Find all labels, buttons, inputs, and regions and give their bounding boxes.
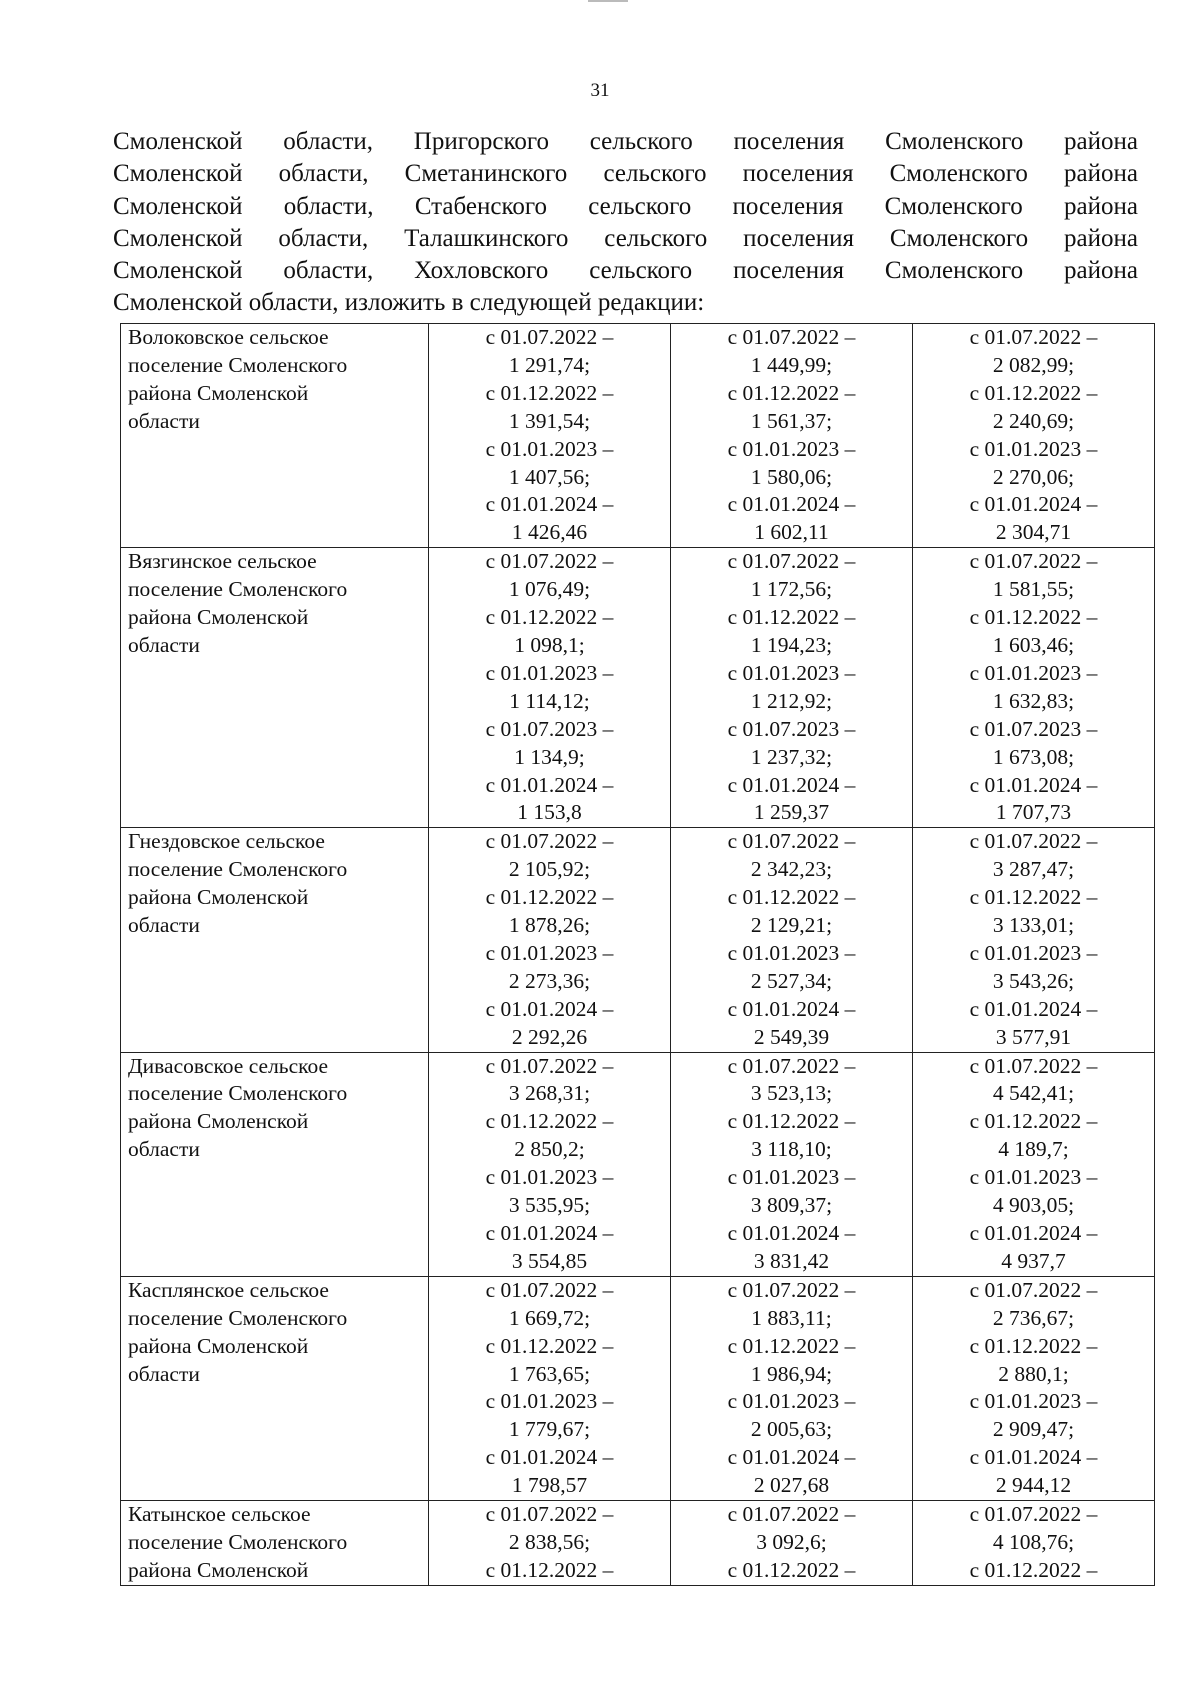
tariff-value: 1 763,65; (508, 1361, 591, 1386)
settlement-name-line: поселение Смоленского (128, 577, 348, 602)
tariff-value: 4 108,76; (992, 1529, 1075, 1554)
tariff-value: 1 212,92; (750, 688, 833, 713)
tariff-value: 1 669,72; (508, 1305, 591, 1330)
tariff-date: с 01.01.2024 – (727, 996, 856, 1021)
tariff-value: 2 240,69; (992, 408, 1075, 433)
tariff-value: 1 603,46; (992, 632, 1075, 657)
tariff-date: с 01.07.2022 – (727, 1277, 856, 1302)
tariff-value: 4 937,7 (1001, 1248, 1066, 1273)
tariff-value: 1 986,94; (750, 1361, 833, 1386)
tariff-cell (429, 548, 671, 828)
tariff-value: 1 449,99; (750, 352, 833, 377)
settlement-name-line: области (128, 632, 200, 657)
tariff-date: с 01.07.2022 – (485, 1502, 614, 1527)
tariff-date: с 01.07.2022 – (969, 325, 1098, 349)
settlement-name-line: Волоковское сельское (128, 325, 329, 349)
tariff-date: с 01.07.2022 – (485, 325, 614, 349)
tariff-value: 1 134,9; (514, 744, 585, 769)
tariff-date: с 01.01.2024 – (727, 1221, 856, 1245)
tariff-value: 1 602,11 (754, 520, 829, 545)
tariff-value: 1 878,26; (508, 913, 591, 938)
tariff-value: 2 527,34; (750, 968, 833, 993)
tariff-value: 1 426,46 (511, 520, 588, 545)
tariff-value: 1 581,55; (992, 577, 1075, 602)
tariff-date: с 01.12.2022 – (727, 1557, 856, 1582)
tariff-date: с 01.01.2024 – (969, 1445, 1098, 1470)
tariff-date: с 01.12.2022 – (485, 605, 614, 630)
tariff-date: с 01.12.2022 – (727, 605, 856, 630)
tariff-date: с 01.01.2024 – (969, 772, 1098, 797)
tariff-table (120, 323, 1155, 1586)
tariff-value: 1 407,56; (508, 464, 591, 489)
tariff-value: 2 129,21; (750, 913, 833, 938)
tariff-cell (913, 1052, 1155, 1276)
table-row (121, 828, 1155, 1052)
tariff-date: с 01.07.2022 – (485, 829, 614, 854)
tariff-value: 1 194,23; (750, 632, 833, 657)
tariff-date: с 01.01.2024 – (485, 492, 614, 517)
tariff-date: с 01.07.2022 – (727, 1502, 856, 1527)
tariff-date: с 01.01.2023 – (727, 1389, 856, 1414)
settlement-name-line: района Смоленской (128, 1333, 309, 1358)
tariff-value: 4 903,05; (992, 1193, 1075, 1218)
tariff-date: с 01.12.2022 – (727, 1333, 856, 1358)
table-row (121, 1276, 1155, 1500)
tariff-value: 3 133,01; (992, 913, 1075, 938)
tariff-date: с 01.12.2022 – (485, 885, 614, 910)
tariff-date: с 01.12.2022 – (485, 380, 614, 405)
tariff-value: 1 237,32; (750, 744, 833, 769)
tariff-date: с 01.12.2022 – (727, 1109, 856, 1134)
tariff-value: 2 944,12 (995, 1473, 1072, 1498)
intro-line: Смоленской области, изложить в следующей редакции: (113, 289, 705, 317)
tariff-date: с 01.01.2023 – (969, 1165, 1098, 1190)
tariff-value: 2 027,68 (753, 1473, 830, 1498)
tariff-cell (913, 548, 1155, 828)
tariff-cell (429, 1276, 671, 1500)
intro-line: Смоленской области, Хохловского сельского поселения Смоленского района (113, 257, 1138, 285)
tariff-date: с 01.12.2022 – (969, 1333, 1098, 1358)
tariff-cell (429, 828, 671, 1052)
tariff-cell (429, 1052, 671, 1276)
tariff-date: с 01.01.2023 – (727, 940, 856, 965)
tariff-date: с 01.07.2022 – (969, 1277, 1098, 1302)
tariff-date: с 01.07.2022 – (485, 549, 614, 574)
tariff-value: 1 561,37; (750, 408, 833, 433)
tariff-value: 1 632,83; (992, 688, 1075, 713)
intro-line: Смоленской области, Стабенского сельского поселения Смоленского района (113, 192, 1138, 220)
tariff-value: 1 172,56; (750, 577, 833, 602)
tariff-date: с 01.07.2022 – (485, 1277, 614, 1302)
tariff-value: 3 535,95; (508, 1193, 591, 1218)
tariff-value: 1 707,73 (995, 800, 1072, 825)
tariff-date: с 01.01.2024 – (727, 772, 856, 797)
tariff-date: с 01.01.2023 – (969, 940, 1098, 965)
tariff-date: с 01.01.2023 – (485, 660, 614, 685)
tariff-date: с 01.12.2022 – (485, 1333, 614, 1358)
tariff-value: 2 270,06; (992, 464, 1075, 489)
tariff-date: с 01.01.2024 – (969, 996, 1098, 1021)
tariff-date: с 01.07.2022 – (969, 829, 1098, 854)
settlement-name-line: района Смоленской (128, 1109, 309, 1134)
tariff-date: с 01.01.2023 – (485, 436, 614, 461)
settlement-name-line: поселение Смоленского (128, 1081, 348, 1106)
tariff-value: 1 114,12; (509, 688, 590, 713)
tariff-date: с 01.07.2023 – (969, 716, 1098, 741)
tariff-cell (671, 1052, 913, 1276)
tariff-date: с 01.12.2022 – (727, 380, 856, 405)
tariff-date: с 01.01.2024 – (969, 1221, 1098, 1245)
settlement-name-line: области (128, 1361, 200, 1386)
table-row (121, 324, 1155, 548)
settlement-name-line: области (128, 913, 200, 938)
tariff-date: с 01.07.2023 – (727, 716, 856, 741)
tariff-date: с 01.01.2024 – (485, 772, 614, 797)
tariff-value: 2 880,1; (998, 1361, 1069, 1386)
settlement-name-line: поселение Смоленского (128, 1305, 348, 1330)
tariff-value: 2 273,36; (508, 968, 591, 993)
tariff-value: 2 304,71 (995, 520, 1072, 545)
tariff-value: 1 391,54; (508, 408, 591, 433)
table-row (121, 1501, 1155, 1586)
settlement-name-line: Гнездовское сельское (128, 829, 325, 854)
tariff-date: с 01.01.2023 – (969, 436, 1098, 461)
tariff-cell (429, 324, 671, 548)
tariff-date: с 01.01.2024 – (727, 492, 856, 517)
tariff-date: с 01.12.2022 – (969, 885, 1098, 910)
tariff-date: с 01.01.2024 – (969, 492, 1098, 517)
tariff-value: 1 259,37 (753, 800, 830, 825)
tariff-value: 3 809,37; (750, 1193, 833, 1218)
tariff-cell (913, 1276, 1155, 1500)
settlement-name-line: района Смоленской (128, 605, 309, 630)
tariff-value: 2 736,67; (992, 1305, 1075, 1330)
tariff-date: с 01.12.2022 – (727, 885, 856, 910)
tariff-value: 3 831,42 (753, 1248, 830, 1273)
intro-line: Смоленской области, Талашкинского сельского поселения Смоленского района (113, 224, 1138, 252)
scan-artifact (588, 0, 628, 2)
settlement-name-cell (121, 548, 429, 828)
tariff-value: 1 779,67; (508, 1417, 591, 1442)
tariff-date: с 01.12.2022 – (485, 1557, 614, 1582)
settlement-name-line: Катынское сельское (128, 1502, 311, 1527)
tariff-cell (913, 1501, 1155, 1586)
page-number: 31 (590, 80, 610, 101)
tariff-date: с 01.01.2024 – (485, 1221, 614, 1245)
settlement-name-cell (121, 828, 429, 1052)
tariff-value: 3 554,85 (511, 1248, 588, 1273)
tariff-date: с 01.07.2022 – (969, 1502, 1098, 1527)
tariff-date: с 01.12.2022 – (969, 1557, 1098, 1582)
tariff-date: с 01.07.2022 – (727, 325, 856, 349)
settlement-name-cell (121, 1501, 429, 1586)
settlement-name-line: района Смоленской (128, 1557, 309, 1582)
tariff-date: с 01.01.2023 – (485, 1389, 614, 1414)
tariff-value: 3 268,31; (508, 1081, 591, 1106)
tariff-date: с 01.07.2022 – (969, 1053, 1098, 1078)
intro-line: Смоленской области, Пригорского сельского поселения Смоленского района (113, 128, 1138, 155)
settlement-name-line: поселение Смоленского (128, 857, 348, 882)
tariff-cell (913, 828, 1155, 1052)
tariff-value: 3 287,47; (992, 857, 1075, 882)
tariff-date: с 01.01.2023 – (485, 940, 614, 965)
tariff-value: 2 838,56; (508, 1529, 591, 1554)
tariff-value: 2 082,99; (992, 352, 1075, 377)
intro-line: Смоленской области, Сметанинского сельского поселения Смоленского района (113, 160, 1138, 188)
tariff-value: 3 577,91 (995, 1024, 1072, 1049)
tariff-date: с 01.01.2023 – (727, 660, 856, 685)
table-row (121, 548, 1155, 828)
tariff-date: с 01.12.2022 – (485, 1109, 614, 1134)
tariff-date: с 01.12.2022 – (969, 380, 1098, 405)
tariff-value: 4 542,41; (992, 1081, 1075, 1106)
settlement-name-line: поселение Смоленского (128, 352, 348, 377)
tariff-date: с 01.12.2022 – (969, 605, 1098, 630)
tariff-value: 1 291,74; (508, 352, 591, 377)
tariff-value: 1 076,49; (508, 577, 591, 602)
tariff-cell (671, 324, 913, 548)
tariff-date: с 01.07.2022 – (727, 829, 856, 854)
tariff-value: 1 098,1; (514, 632, 585, 657)
tariff-value: 2 105,92; (508, 857, 591, 882)
tariff-value: 2 549,39 (753, 1024, 830, 1049)
tariff-date: с 01.01.2024 – (485, 1445, 614, 1470)
tariff-value: 4 189,7; (998, 1137, 1069, 1162)
tariff-date: с 01.07.2022 – (727, 1053, 856, 1078)
tariff-date: с 01.07.2022 – (969, 549, 1098, 574)
tariff-value: 1 153,8 (517, 800, 582, 825)
tariff-date: с 01.01.2023 – (727, 1165, 856, 1190)
settlement-name-line: района Смоленской (128, 380, 309, 405)
tariff-value: 1 798,57 (511, 1473, 588, 1498)
tariff-date: с 01.07.2022 – (727, 549, 856, 574)
tariff-date: с 01.01.2023 – (485, 1165, 614, 1190)
tariff-cell (913, 324, 1155, 548)
tariff-value: 2 292,26 (511, 1024, 588, 1049)
tariff-value: 3 092,6; (756, 1529, 827, 1554)
tariff-value: 3 118,10; (751, 1137, 832, 1162)
tariff-value: 1 673,08; (992, 744, 1075, 769)
tariff-value: 3 543,26; (992, 968, 1075, 993)
table-row (121, 1052, 1155, 1276)
settlement-name-line: района Смоленской (128, 885, 309, 910)
tariff-date: с 01.01.2024 – (727, 1445, 856, 1470)
settlement-name-line: поселение Смоленского (128, 1529, 348, 1554)
tariff-cell (429, 1501, 671, 1586)
tariff-date: с 01.07.2023 – (485, 716, 614, 741)
tariff-value: 2 909,47; (992, 1417, 1075, 1442)
tariff-value: 1 883,11; (751, 1305, 832, 1330)
settlement-name-cell (121, 1052, 429, 1276)
settlement-name-cell (121, 324, 429, 548)
settlement-name-line: Дивасовское сельское (128, 1053, 329, 1078)
tariff-value: 2 850,2; (514, 1137, 585, 1162)
settlement-name-cell (121, 1276, 429, 1500)
settlement-name-line: области (128, 1137, 200, 1162)
tariff-cell (671, 1276, 913, 1500)
tariff-value: 1 580,06; (750, 464, 833, 489)
tariff-date: с 01.01.2023 – (727, 436, 856, 461)
tariff-date: с 01.01.2024 – (485, 996, 614, 1021)
tariff-value: 3 523,13; (750, 1081, 833, 1106)
tariff-cell (671, 1501, 913, 1586)
tariff-date: с 01.12.2022 – (969, 1109, 1098, 1134)
tariff-date: с 01.07.2022 – (485, 1053, 614, 1078)
tariff-value: 2 342,23; (750, 857, 833, 882)
tariff-date: с 01.01.2023 – (969, 1389, 1098, 1414)
tariff-cell (671, 828, 913, 1052)
tariff-cell (671, 548, 913, 828)
tariff-value: 2 005,63; (750, 1417, 833, 1442)
tariff-date: с 01.01.2023 – (969, 660, 1098, 685)
settlement-name-line: области (128, 408, 200, 433)
settlement-name-line: Касплянское сельское (128, 1277, 329, 1302)
intro-paragraph (113, 126, 1138, 320)
settlement-name-line: Вязгинское сельское (128, 549, 317, 574)
